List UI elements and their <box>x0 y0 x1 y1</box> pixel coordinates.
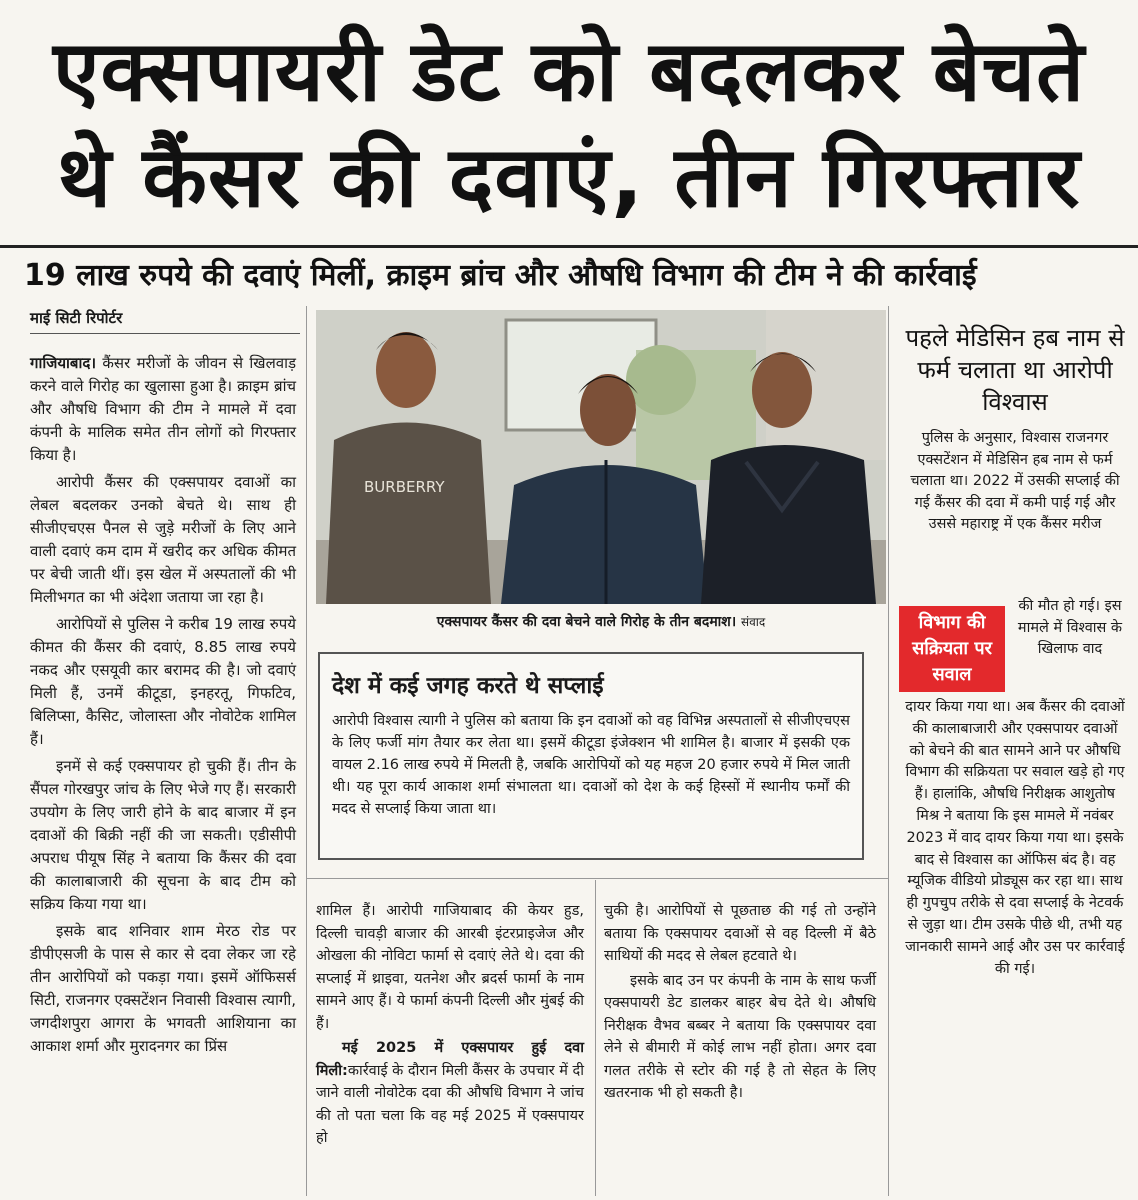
row-divider <box>306 878 888 879</box>
caption-text: एक्सपायर कैंसर की दवा बेचने वाले गिरोह के तीन बदमाश। <box>436 614 737 630</box>
paragraph: दायर किया गया था। अब कैंसर की दवाओं की कालाबाजारी और एक्सपायर दवाओं को बेचने की बात सामने आने पर औषधि विभाग की सक्रियता पर सवाल खड़े हो गए हैं। हालांकि, औषधि निरीक्षक आशुतोष मिश्र ने बताया कि इस मामले में नवंबर 2023 में वाद दायर किया गया था। इसके बाद से विश्वास का ऑफिस बंद है। वह म्यूजिक वीडियो प्रोड्यूस कर रहा था। साथ ही गुपचुप तरीके से दवा सप्लाई के नेटवर्क से जुड़ा था। टीम उसके पीछे थी, तभी यह जानकारी सामने आई और उस पर कार्रवाई की गई। <box>905 699 1125 977</box>
box-text: आरोपी विश्वास त्यागी ने पुलिस को बताया कि इन दवाओं को वह विभिन्न अस्पतालों से सीजीएचएस के लिए फर्जी मांग तैयार कर लेता था। इसमें कीटूडा इंजेक्शन भी शामिल है। बाजार में इसकी एक वायल 2.16 लाख रुपये में मिलती है, जबकि आरोपियों को यह महज 20 हजार रुपये में मिल जाती थी। यह पूरा कार्य आकाश शर्मा संभालता था। दवाओं को देश के कई हिस्सों में स्थानीय फर्मों की मदद से सप्लाई किया जाता था। <box>332 713 850 817</box>
paragraph: इसके बाद उन पर कंपनी के नाम के साथ फर्जी एक्सपायरी डेट डालकर बाहर बेच देते थे। औषधि निरीक्षक वैभव बब्बर ने बताया कि एक्सपायर दवा लेने से बीमारी में कोई लाभ नहीं होता। अगर दवा गलत तरीके से स्टोर की गई है तो सेहत के लिए खतरनाक भी हो सकती है। <box>604 972 876 1101</box>
news-photo <box>316 310 886 604</box>
caption-source: संवाद <box>741 615 766 629</box>
column-divider <box>595 880 596 1196</box>
sidebar-text-middle <box>1014 596 1126 661</box>
headline-line-1: एक्सपायरी डेट को बदलकर बेचते <box>53 22 1085 120</box>
sidebar-text-bottom <box>904 697 1126 980</box>
sidebar-headline: पहले मेडिसिन हब नाम से फर्म चलाता था आरोपी विश्वास <box>905 324 1125 416</box>
paragraph: आरोपियों से पुलिस ने करीब 19 लाख रुपये कीमत की कैंसर की दवाएं, 8.85 लाख रुपये नकद और एसयूवी कार बरामद की है। जो दवाएं मिली हैं, उनमें कीटूडा, इनहरतू, गिफटिव, बिलिप्सा, कैसिट, जोलास्ता और नोवोटेक शामिल हैं। <box>30 615 296 748</box>
byline: माई सिटी रिपोर्टर <box>30 309 123 327</box>
paragraph: इसके बाद शनिवार शाम मेरठ रोड पर डीपीएसजी के पास से कार से दवा लेकर जा रहे तीन आरोपियों को पकड़ा गया। इसमें ऑफिसर्स सिटी, राजनगर एक्सटेंशन निवासी विश्वास त्यागी, जगदीशपुरा आगरा के भगवती आशियाना का आकाश शर्मा और मुरादनगर का प्रिंस <box>30 922 296 1055</box>
article-column-3 <box>604 900 876 1105</box>
inset-box <box>318 652 864 860</box>
dateline: गाजियाबाद। <box>30 354 97 372</box>
divider <box>30 333 300 334</box>
photo-caption <box>316 612 886 631</box>
article-column-2 <box>316 900 584 1150</box>
paragraph: पुलिस के अनुसार, विश्वास राजनगर एक्सटेंशन में मेडिसिन हब नाम से फर्म चलाता था। 2022 में उसकी सप्लाई की गई कैंसर की दवा में कमी पाई गई और उससे महाराष्ट्र में एक कैंसर मरीज <box>910 430 1120 532</box>
column-divider <box>306 306 307 1196</box>
sidebar-text-top <box>904 428 1126 536</box>
article-column-1 <box>30 352 296 1058</box>
paragraph: इनमें से कई एक्सपायर हो चुकी हैं। तीन के सैंपल गोरखपुर जांच के लिए भेजे गए हैं। सरकारी उपयोग के लिए जारी होने के बाद बाजार में इन दवाओं की बिक्री नहीं की जा सकती। एडीसीपी अपराध पीयूष सिंह ने बताया कि कैंसर की दवा की कालाबाजारी की सूचना के बाद टीम को सक्रिय किया गया था। <box>30 757 296 913</box>
divider <box>0 245 1138 248</box>
box-title: देश में कई जगह करते थे सप्लाई <box>332 673 604 699</box>
photo-illustration <box>316 310 886 604</box>
paragraph: चुकी है। आरोपियों से पूछताछ की गई तो उन्होंने बताया कि एक्सपायर दवाओं से वह दिल्ली में बैठे साथियों की मदद से लेबल हटवाते थे। <box>604 903 876 964</box>
paragraph <box>316 1037 584 1150</box>
section-subhead: मई 2025 में एक्सपायर हुई दवा मिली: <box>316 1040 584 1079</box>
headline <box>10 18 1128 230</box>
paragraph-text: कार्रवाई के दौरान मिली कैंसर के उपचार में दी जाने वाली नोवोटेक दवा की औषधि विभाग ने जांच की तो पता चला कि वह मई 2025 में एक्सपायर हो <box>316 1062 584 1146</box>
paragraph: शामिल हैं। आरोपी गाजियाबाद की केयर हुड, दिल्ली चावड़ी बाजार की आरबी इंटरप्राइजेज और ओखला की नोविटा फार्मा से दवाएं लेते थे। दवा की सप्लाई में थ्राइवा, यतनेश और ब्रदर्स फार्मा के नाम सामने आए हैं। ये फार्मा कंपनी दिल्ली और मुंबई की हैं। <box>316 903 584 1032</box>
headline-line-2: थे कैंसर की दवाएं, तीन गिरफ्तार <box>57 128 1081 226</box>
paragraph-text: कैंसर मरीजों के जीवन से खिलवाड़ करने वाले गिरोह का खुलासा हुआ है। क्राइम ब्रांच और औषधि विभाग की टीम ने मामले में दवा कंपनी के मालिक समेत तीन लोगों को गिरफ्तार किया है। <box>30 354 296 464</box>
column-divider <box>888 306 889 1196</box>
paragraph <box>30 352 296 467</box>
paragraph: की मौत हो गई। इस मामले में विश्वास के खिलाफ वाद <box>1017 598 1123 657</box>
subheadline: 19 लाख रुपये की दवाएं मिलीं, क्राइम ब्रांच और औषधि विभाग की टीम ने की कार्रवाई <box>24 258 977 293</box>
paragraph: आरोपी कैंसर की एक्सपायर दवाओं का लेबल बदलकर उनको बेचते थे। साथ ही सीजीएचएस पैनल से जुड़े मरीजों के लिए आने वाली दवाएं कम दाम में खरीद कर अधिक कीमत पर बेची जाती थीं। इस खेल में अस्पतालों की भी मिलीभगत का भी अंदेशा जताया जा रहा है। <box>30 473 296 606</box>
sidebar-label: विभाग की सक्रियता पर सवाल <box>899 606 1005 692</box>
shirt-text: BURBERRY <box>364 478 445 496</box>
